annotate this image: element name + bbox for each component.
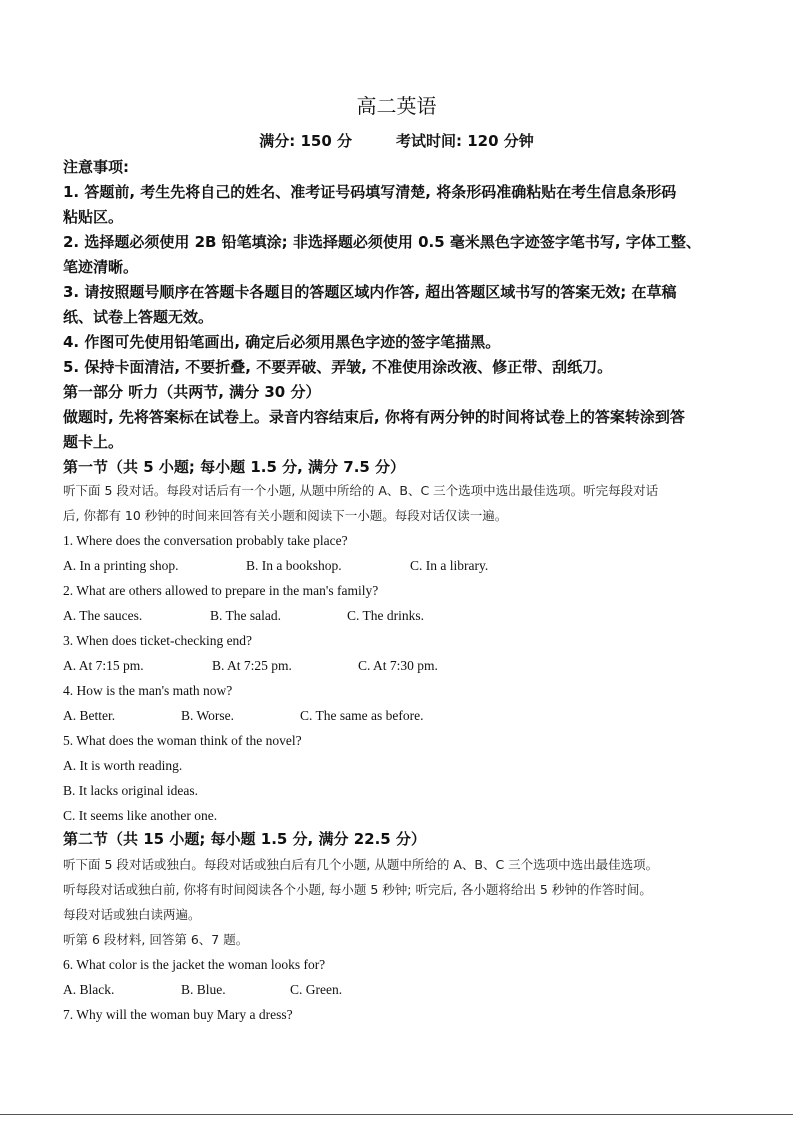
note-1-line-1: 1. 答题前, 考生先将自己的姓名、准考证号码填写清楚, 将条形码准确粘贴在考生信息条形码 [63, 183, 677, 201]
section2-instruction-line-1: 听下面 5 段对话或独白。每段对话或独白后有几个小题, 从题中所给的 A、B、C 三个选项中选出最佳选项。 [63, 857, 659, 872]
part1-instruction-line-2: 题卡上。 [63, 433, 124, 451]
q4-option-c: C. The same as before. [300, 708, 424, 723]
note-4: 4. 作图可先使用铅笔画出, 确定后必须用黑色字迹的签字笔描黑。 [63, 333, 501, 351]
section2-instruction-line-2: 听每段对话或独白前, 你将有时间阅读各个小题, 每小题 5 秒钟; 听完后, 各小题将给出 5 秒钟的作答时间。 [63, 882, 652, 897]
q4-option-a: A. Better. [63, 708, 116, 723]
note-2-line-2: 笔迹清晰。 [63, 258, 139, 276]
section1-instruction-line-2: 后, 你都有 10 秒钟的时间来回答有关小题和阅读下一小题。每段对话仅读一遍。 [63, 508, 508, 523]
q6-option-b: B. Blue. [181, 982, 226, 997]
part1-heading: 第一部分 听力（共两节, 满分 30 分） [63, 383, 321, 401]
q2-option-b: B. The salad. [210, 608, 281, 623]
section1-instruction [63, 478, 731, 528]
material-note: 听第 6 段材料, 回答第 6、7 题。 [63, 932, 249, 947]
question-5: 5. What does the woman think of the novel? [63, 733, 302, 748]
q2-option-c: C. The drinks. [347, 608, 424, 623]
q3-option-c: C. At 7:30 pm. [358, 658, 438, 673]
question-2: 2. What are others allowed to prepare in the man's family? [63, 583, 379, 598]
note-5: 5. 保持卡面清洁, 不要折叠, 不要弄破、弄皱, 不准使用涂改液、修正带、刮纸刀。 [63, 358, 613, 376]
exam-meta [0, 130, 793, 151]
q4-option-b: B. Worse. [181, 708, 235, 723]
q1-option-b: B. In a bookshop. [246, 558, 342, 573]
full-score: 满分: 150 分 [259, 132, 352, 150]
note-3-line-2: 纸、试卷上答题无效。 [63, 308, 214, 326]
part1-instruction-line-1: 做题时, 先将答案标在试卷上。录音内容结束后, 你将有两分钟的时间将试卷上的答案转涂到答 [63, 408, 685, 426]
section1-instruction-line-1: 听下面 5 段对话。每段对话后有一个小题, 从题中所给的 A、B、C 三个选项中选出最佳选项。听完每段对话 [63, 483, 659, 498]
question-7: 7. Why will the woman buy Mary a dress? [63, 1007, 293, 1022]
section2-instruction [63, 852, 731, 952]
q1-option-c: C. In a library. [410, 558, 489, 573]
q5-option-b: B. It lacks original ideas. [63, 783, 198, 798]
question-4: 4. How is the man's math now? [63, 683, 233, 698]
question-1: 1. Where does the conversation probably take place? [63, 533, 348, 548]
section1-heading: 第一节（共 5 小题; 每小题 1.5 分, 满分 7.5 分） [63, 458, 406, 476]
note-2-line-1: 2. 选择题必须使用 2B 铅笔填涂; 非选择题必须使用 0.5 毫米黑色字迹签字笔书写, 字体工整、 [63, 233, 701, 251]
q5-option-c: C. It seems like another one. [63, 808, 218, 823]
section2-heading: 第二节（共 15 小题; 每小题 1.5 分, 满分 22.5 分） [63, 830, 426, 848]
q1-option-a: A. In a printing shop. [63, 558, 179, 573]
notes-section [63, 155, 731, 480]
question-3: 3. When does ticket-checking end? [63, 633, 253, 648]
note-1-line-2: 粘贴区。 [63, 208, 124, 226]
q5-option-a: A. It is worth reading. [63, 758, 183, 773]
note-3-line-1: 3. 请按照题号顺序在答题卡各题目的答题区域内作答, 超出答题区域书写的答案无效; 在草稿 [63, 283, 677, 301]
notes-heading: 注意事项: [63, 158, 129, 176]
q6-option-c: C. Green. [290, 982, 343, 997]
question-6: 6. What color is the jacket the woman looks for? [63, 957, 326, 972]
q3-option-a: A. At 7:15 pm. [63, 658, 144, 673]
q3-option-b: B. At 7:25 pm. [212, 658, 292, 673]
page-title: 高二英语 [356, 94, 437, 118]
exam-time: 考试时间: 120 分钟 [396, 132, 534, 150]
q2-option-a: A. The sauces. [63, 608, 143, 623]
page-bottom-rule [0, 1114, 793, 1115]
q6-option-a: A. Black. [63, 982, 115, 997]
section2-instruction-line-3: 每段对话或独白读两遍。 [63, 907, 201, 922]
